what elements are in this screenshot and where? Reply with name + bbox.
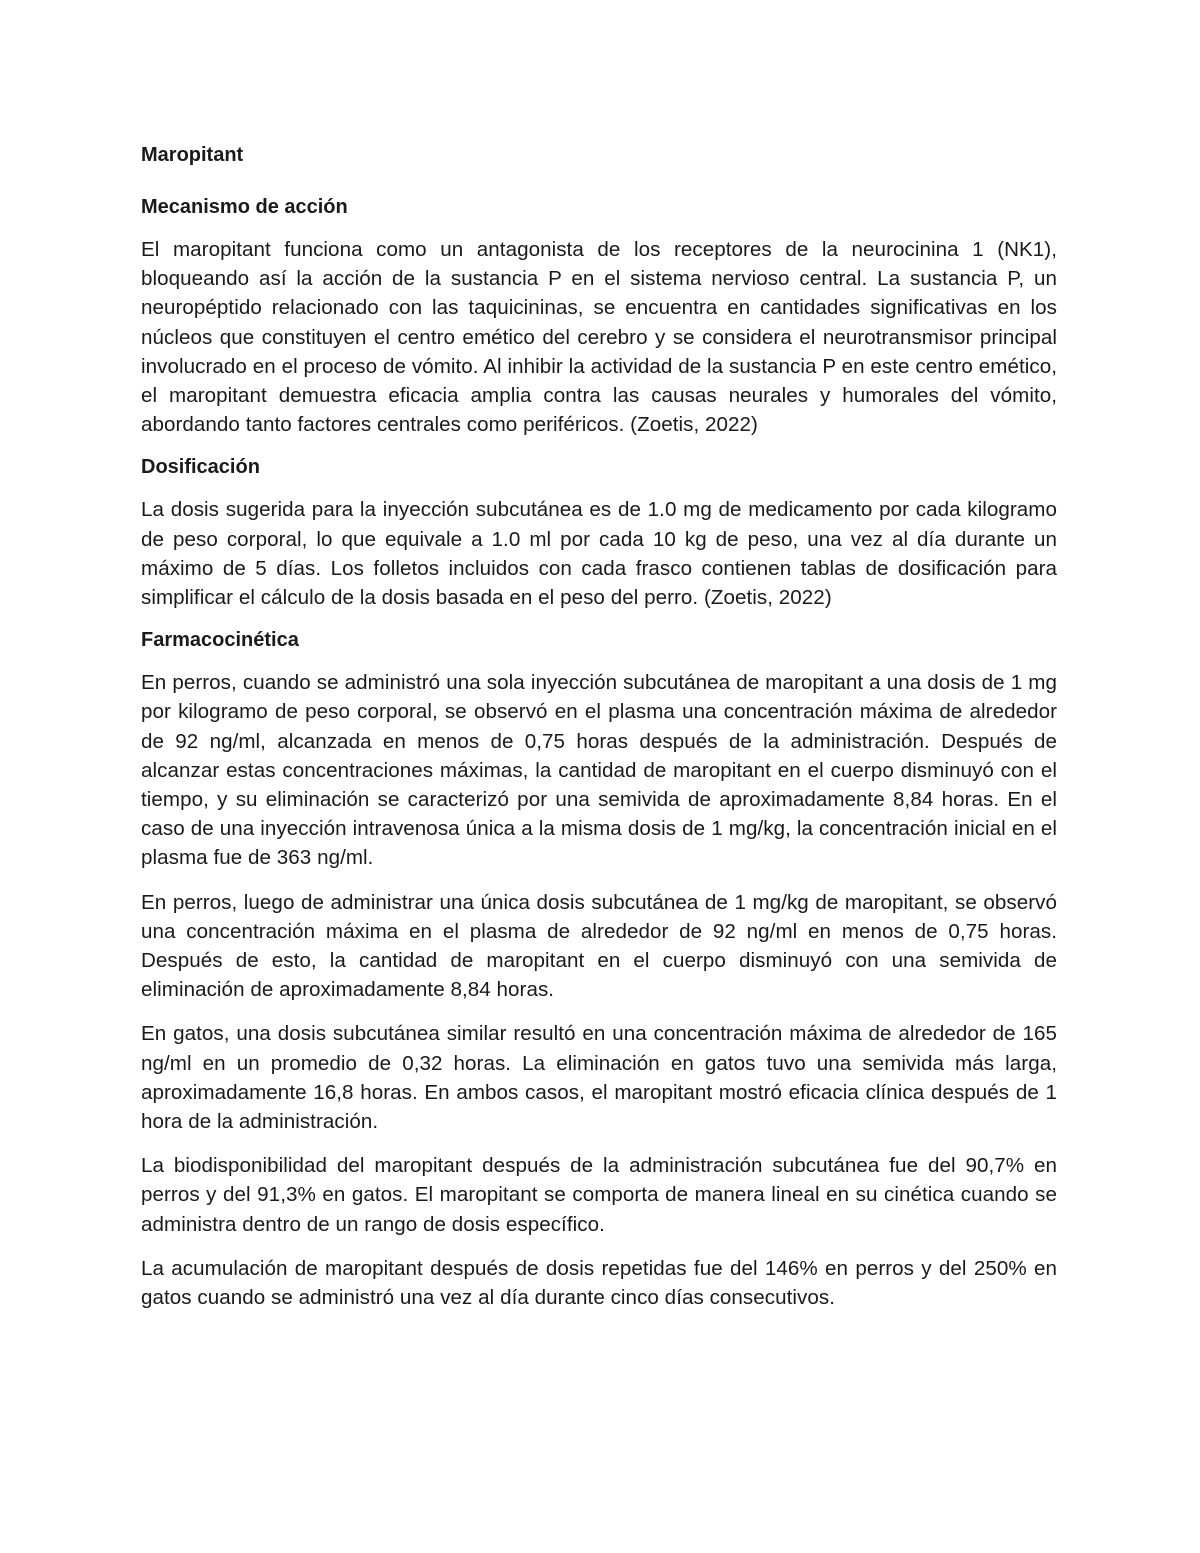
section-heading-mecanismo: Mecanismo de acción bbox=[141, 196, 348, 218]
paragraph: La dosis sugerida para la inyección subcutánea es de 1.0 mg de medicamento por cada kilogramo de peso corporal, lo que equivale a 1.0 ml por cada 10 kg de peso, una vez al día durante un máximo de 5 días. Los folletos incluidos con cada frasco contienen tablas de dosificación para simplificar el cálculo de la dosis basada en el peso del perro. (Zoetis, 2022) bbox=[141, 498, 1057, 610]
section-heading-dosificacion: Dosificación bbox=[141, 456, 260, 479]
section-mecanismo bbox=[141, 191, 1057, 439]
document-title: Maropitant bbox=[141, 144, 244, 166]
section-farmacocinetica bbox=[141, 624, 1057, 1312]
paragraph: El maropitant funciona como un antagonista de los receptores de la neurocinina 1 (NK1), bloqueando así la acción de la sustancia P en el sistema nervioso central. La sustancia P, un neuropéptido relacionado con las taquicininas, se encuentra en cantidades significativas en los núcleos que constituyen el centro emético del cerebro y se considera el neurotransmisor principal involucrado en el proceso de vómito. Al inhibir la actividad de la sustancia P en este centro emético, el maropitant demuestra eficacia amplia contra las causas neurales y humorales del vómito, abordando tanto factores centrales como periféricos. (Zoetis, 2022) bbox=[141, 238, 1057, 437]
paragraph: En perros, luego de administrar una única dosis subcutánea de 1 mg/kg de maropitant, se observó una concentración máxima en el plasma de alrededor de 92 ng/ml en menos de 0,75 horas. Después de esto, la cantidad de maropitant en el cuerpo disminuyó con una semivida de eliminación de aproximadamente 8,84 horas. bbox=[141, 890, 1057, 1002]
paragraph: En perros, cuando se administró una sola inyección subcutánea de maropitant a una dosis de 1 mg por kilogramo de peso corporal, se observó en el plasma una concentración máxima de alrededor de 92 ng/ml, alcanzada en menos de 0,75 horas después de la administración. Después de alcanzar estas concentraciones máximas, la cantidad de maropitant en el cuerpo disminuyó con el tiempo, y su eliminación se caracterizó por una semivida de aproximadamente 8,84 horas. En el caso de una inyección intravenosa única a la misma dosis de 1 mg/kg, la concentración inicial en el plasma fue de 363 ng/ml. bbox=[141, 671, 1057, 870]
section-heading-farmacocinetica: Farmacocinética bbox=[141, 629, 299, 652]
paragraph: La acumulación de maropitant después de dosis repetidas fue del 146% en perros y del 250% en gatos cuando se administró una vez al día durante cinco días consecutivos. bbox=[141, 1256, 1057, 1310]
paragraph: La biodisponibilidad del maropitant después de la administración subcutánea fue del 90,7% en perros y del 91,3% en gatos. El maropitant se comporta de manera lineal en su cinética cuando se administra dentro de un rango de dosis específico. bbox=[141, 1154, 1057, 1236]
paragraph: En gatos, una dosis subcutánea similar resultó en una concentración máxima de alrededor de 165 ng/ml en un promedio de 0,32 horas. La eliminación en gatos tuvo una semivida más larga, aproximadamente 16,8 horas. En ambos casos, el maropitant mostró eficacia clínica después de 1 hora de la administración. bbox=[141, 1022, 1057, 1134]
section-dosificacion bbox=[141, 451, 1057, 612]
